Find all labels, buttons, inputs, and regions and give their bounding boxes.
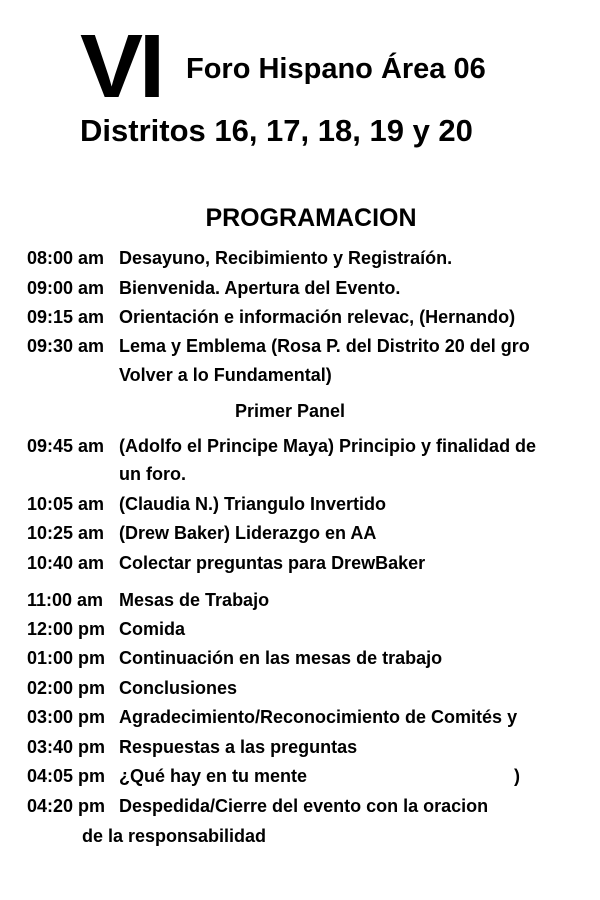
schedule-activity-continued: Volver a lo Fundamental) [119, 365, 332, 385]
schedule-row [27, 677, 237, 699]
schedule-activity: Bienvenida. Apertura del Evento. [119, 278, 401, 298]
schedule-time: 04:20 pm [27, 796, 106, 816]
event-subtitle: Distritos 16, 17, 18, 19 y 20 [80, 113, 473, 148]
schedule-row [27, 736, 357, 758]
schedule-row [27, 589, 269, 611]
schedule-row [27, 522, 376, 544]
schedule-activity: (Drew Baker) Liderazgo en AA [119, 523, 377, 543]
schedule-row [27, 706, 517, 728]
program-heading: PROGRAMACION [205, 204, 417, 232]
schedule-time: 10:25 am [27, 523, 105, 543]
schedule-row [27, 247, 452, 269]
schedule-time: 03:00 pm [27, 707, 106, 727]
schedule-activity: Agradecimiento/Reconocimiento de Comités y [119, 707, 518, 727]
schedule-activity-continued: de la responsabilidad [82, 826, 267, 846]
schedule-time: 11:00 am [27, 590, 104, 610]
schedule-activity: Lema y Emblema (Rosa P. del Distrito 20 del gro [119, 336, 530, 356]
schedule-row [27, 277, 400, 299]
schedule-activity: ¿Qué hay en tu mente [119, 766, 308, 786]
schedule-activity: Mesas de Trabajo [119, 590, 270, 610]
schedule-row [27, 335, 530, 357]
schedule-activity: Colectar preguntas para DrewBaker [119, 553, 426, 573]
schedule-time: 04:05 pm [27, 766, 106, 786]
schedule-activity: (Adolfo el Principe Maya) Principio y finalidad de [119, 436, 537, 456]
schedule-activity-continued: un foro. [119, 464, 186, 484]
schedule-time: 03:40 pm [27, 737, 106, 757]
schedule-row [27, 435, 536, 457]
schedule-activity: Orientación e información relevac, (Hernando) [119, 307, 516, 327]
schedule-time: 08:00 am [27, 248, 105, 268]
schedule-row [27, 552, 425, 574]
schedule-row [27, 765, 307, 787]
schedule-time: 10:40 am [27, 553, 105, 573]
schedule-time: 02:00 pm [27, 678, 106, 698]
panel-title: Primer Panel [234, 401, 346, 421]
schedule-activity: Continuación en las mesas de trabajo [119, 648, 443, 668]
schedule-activity: Comida [119, 619, 186, 639]
schedule-activity-closing-paren: ) [514, 766, 520, 786]
schedule-row [27, 306, 515, 328]
schedule-time: 09:15 am [27, 307, 105, 327]
schedule-activity: Respuestas a las preguntas [119, 737, 358, 757]
schedule-time: 10:05 am [27, 494, 105, 514]
event-title: Foro Hispano Área 06 [186, 53, 486, 85]
event-numeral: VI [80, 17, 161, 117]
schedule-row [27, 493, 386, 515]
schedule-time: 09:00 am [27, 278, 105, 298]
schedule-activity: Despedida/Cierre del evento con la oracion [119, 796, 489, 816]
schedule-activity: (Claudia N.) Triangulo Invertido [119, 494, 387, 514]
schedule-time: 09:30 am [27, 336, 105, 356]
schedule-activity: Desayuno, Recibimiento y Registraíón. [119, 248, 453, 268]
schedule-time: 01:00 pm [27, 648, 106, 668]
schedule-activity: Conclusiones [119, 678, 238, 698]
schedule-row [27, 618, 185, 640]
schedule-time: 12:00 pm [27, 619, 106, 639]
schedule-row [27, 795, 488, 817]
schedule-row [27, 647, 442, 669]
schedule-time: 09:45 am [27, 436, 105, 456]
